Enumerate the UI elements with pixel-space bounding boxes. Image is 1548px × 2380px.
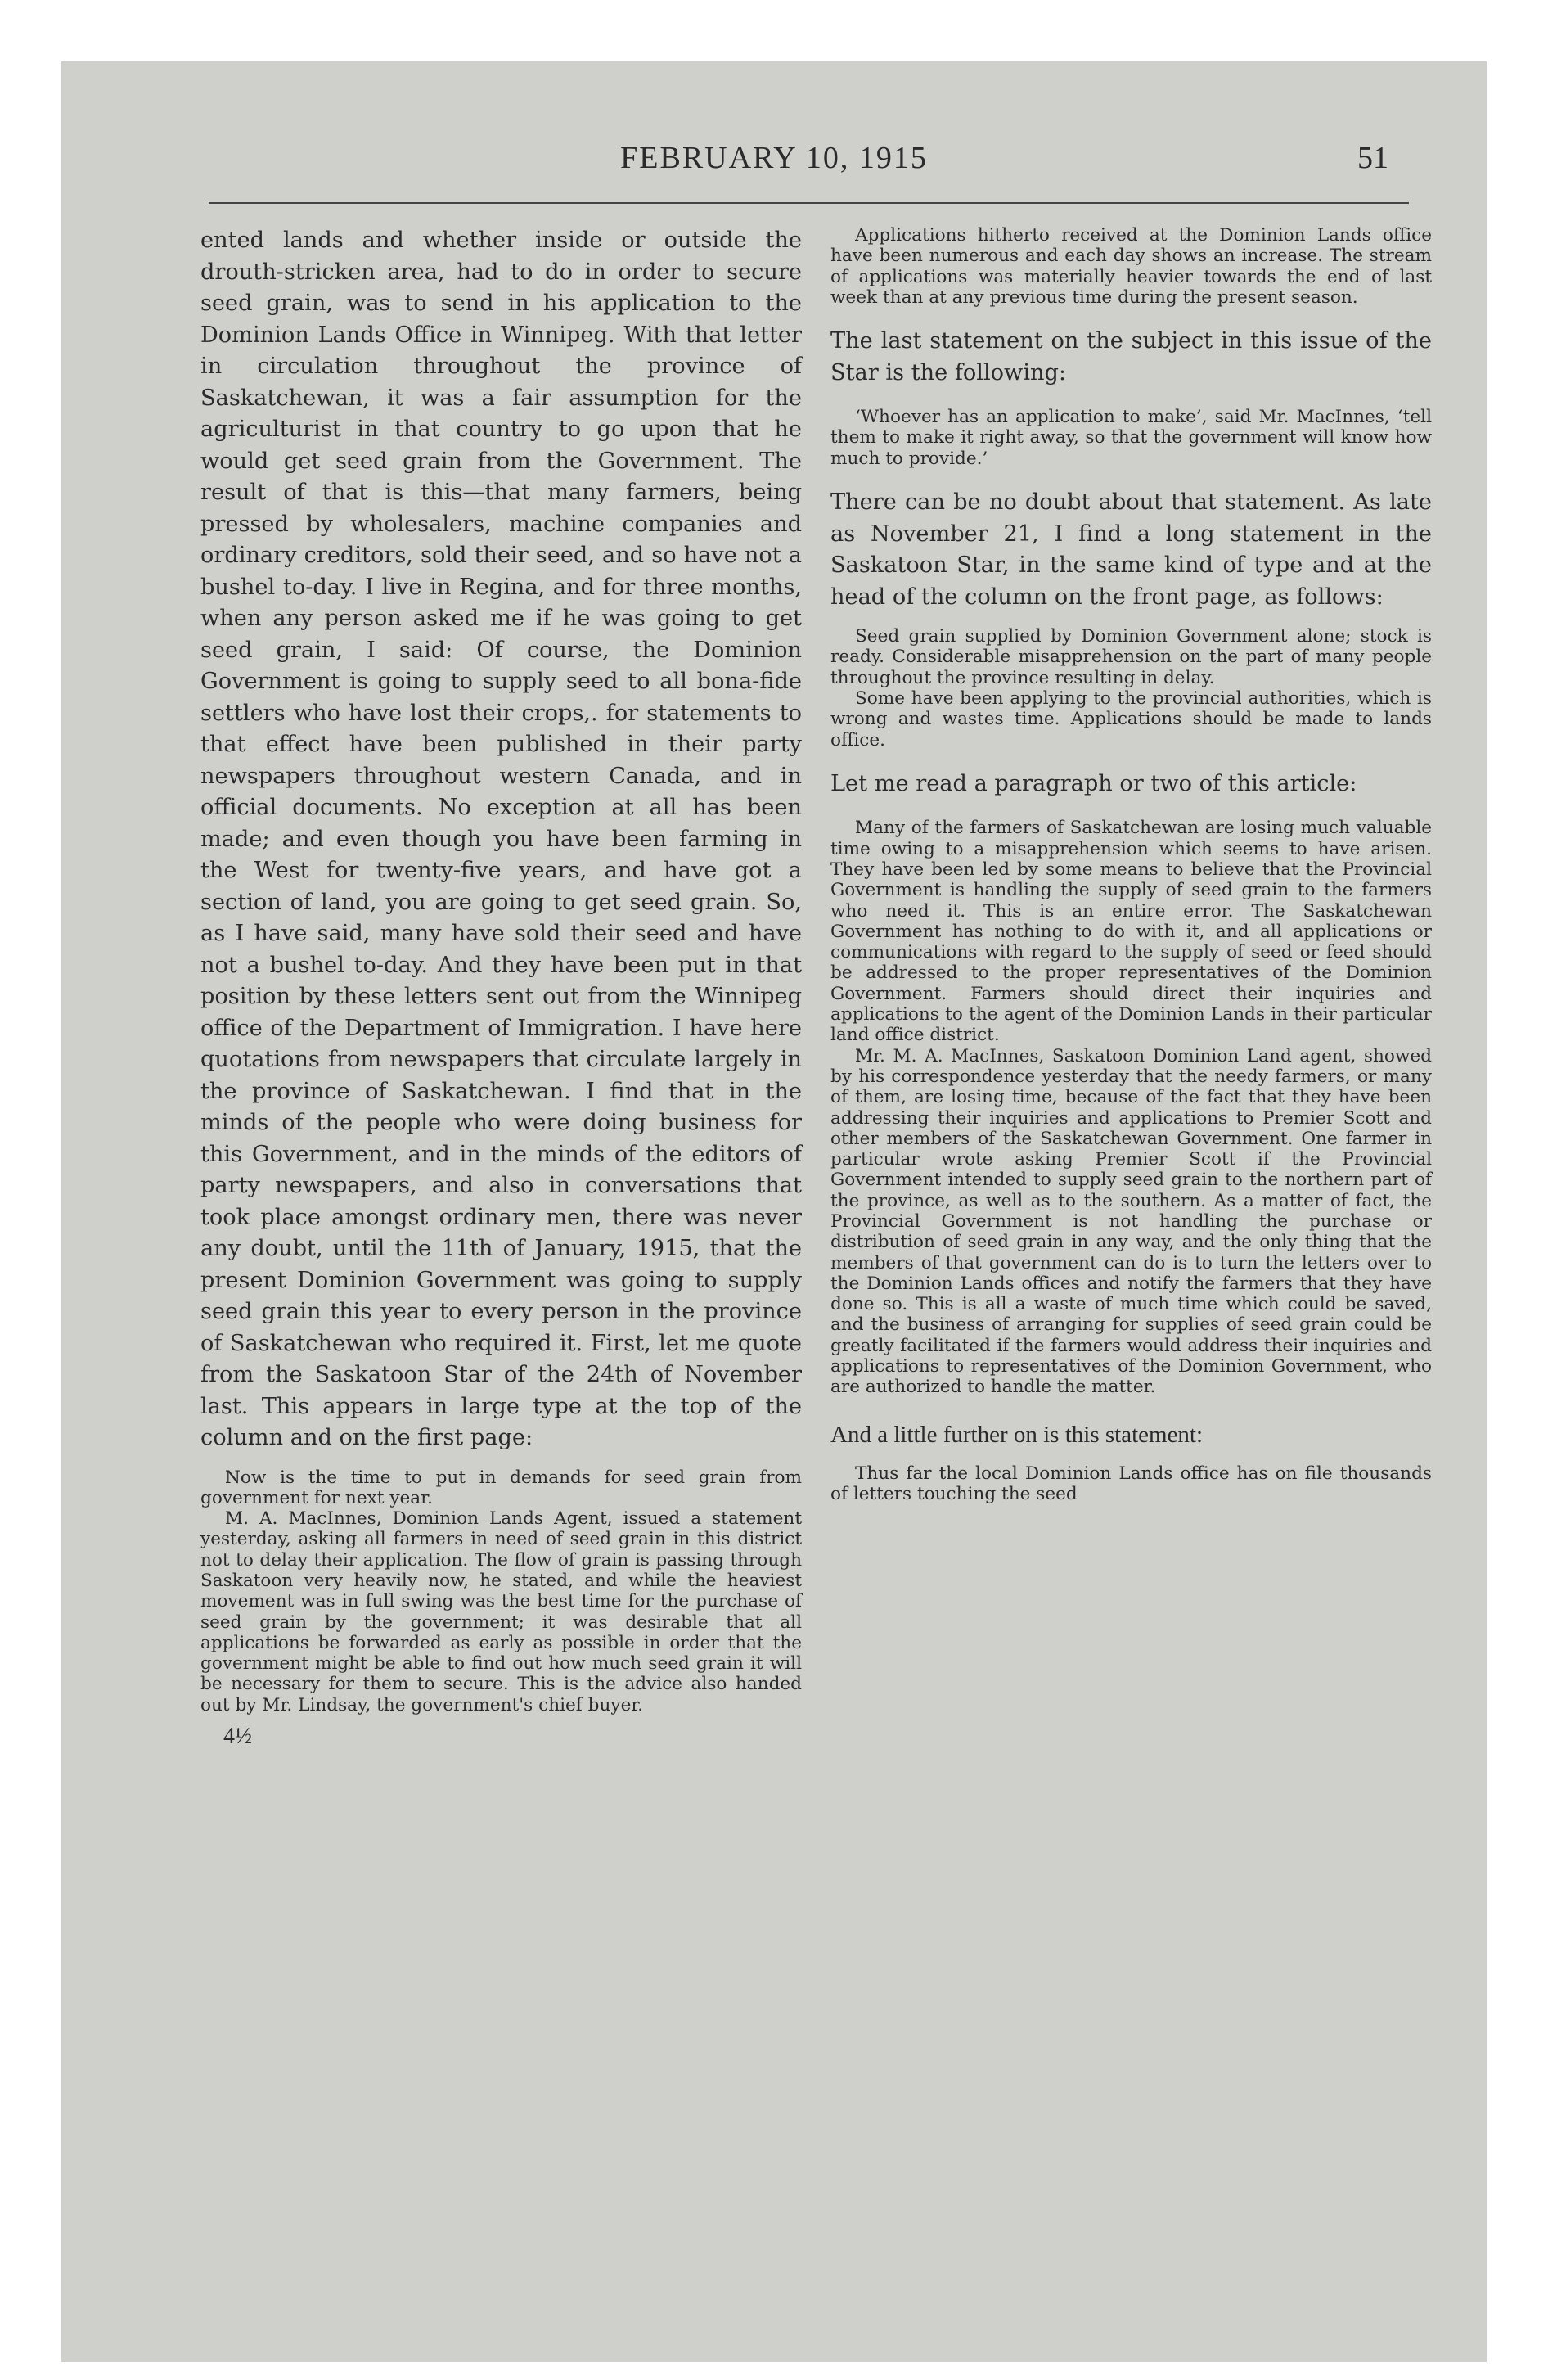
page-number: 51: [1357, 141, 1388, 175]
right-quote-3: Seed grain supplied by Dominion Government alone; stock is ready. Considerable misapprehension on the part of many people throughout the province resulting in delay.: [830, 626, 1432, 688]
right-quote-4: Some have been applying to the provincial authorities, which is wrong and wastes time. Applications should be made to lands office.: [830, 687, 1432, 751]
left-paragraph-1: ented lands and whether inside or outside the drouth-stricken area, had to do in order to secure seed grain, was to send in his application to the Dominion Lands Office in Winnipeg. With that letter in circulation throughout the province of Saskatchewan, it was a fair assumption for the agriculturist in that country to go upon that he would get seed grain from the Government. The result of that is this—that many farmers, being pressed by wholesalers, machine companies and ordinary creditors, sold their seed, and so have not a bushel to-day. I live in Regina, and for three months, when any person asked me if he was going to get seed grain, I said: Of course, the Dominion Government is going to supply seed to all bona-fide settlers who have lost their crops,. for statements to that effect have been published in their party newspapers throughout western Canada, and in official documents. No exception at all has been made; and even though you have been farming in the West for twenty-five years, and have got a section of land, you are going to get seed grain. So, as I have said, many have sold their seed and have not a bushel to-day. And they have been put in that position by these letters sent out from the Winnipeg office of the Department of Immigration. I have here quotations from newspapers that circulate largely in the province of Saskatchewan. I find that in the minds of the people who were doing business for this Government, and in the minds of the editors of party newspapers, and also in conversations that took place amongst ordinary men, there was never any doubt, until the 11th of January, 1915, that the present Dominion Government was going to supply seed grain this year to every person in the province of Saskatchewan who required it. First, let me quote from the Saskatoon Star of the 24th of November last. This appears in large type at the top of the column and on the first page:: [200, 228, 802, 1450]
left-quote-1: Now is the time to put in demands for seed grain from government for next year.: [200, 1467, 802, 1508]
running-head: [160, 140, 1388, 189]
right-quote-1: Applications hitherto received at the Dominion Lands office have been numerous and each day shows an increase. The stream of applications was materially heavier towards the end of last week than at any previous time during the present season.: [830, 225, 1432, 308]
page: [61, 61, 1487, 2362]
right-column: [830, 225, 1432, 1504]
right-paragraph-1: The last statement on the subject in this issue of the Star is the following:: [830, 328, 1432, 385]
scanned-page: [61, 61, 1487, 2362]
right-quote-5: Many of the farmers of Saskatchewan are losing much valuable time owing to a misapprehension which seems to have arisen. They have been led by some means to believe that the Provincial Government is handling the supply of seed grain to the farmers who need it. This is an entire error. The Saskatchewan Government has nothing to do with it, and all applications or communications with regard to the supply of seed or feed should be addressed to the proper representatives of the Dominion Government. Farmers should direct their inquiries and applications to the agent of the Dominion Lands in their particular land office district.: [830, 818, 1432, 1046]
right-quote-6: Mr. M. A. MacInnes, Saskatoon Dominion Land agent, showed by his correspondence yesterday that the needy farmers, or many of them, are losing time, because of the fact that they have been addressing their inquiries and applications to Premier Scott and other members of the Saskatchewan Government. One farmer in particular wrote asking Premier Scott if the Provincial Government intended to supply seed grain to the northern part of the province, as well as to the southern. As a matter of fact, the Provincial Government is not handling the purchase or distribution of seed grain in any way, and the only thing that the members of that government can do is to turn the letters over to the Dominion Lands offices and notify the farmers that they have done so. This is all a waste of much time which could be saved, and the business of arranging for supplies of seed grain could be greatly facilitated if the farmers would address their inquiries and applications to representatives of the Dominion Government, who are authorized to handle the matter.: [830, 1045, 1432, 1398]
running-title: FEBRUARY 10, 1915: [620, 141, 928, 175]
right-quote-2: ‘Whoever has an application to make’, said Mr. MacInnes, ‘tell them to make it right away, so that the government will know how much to provide.’: [830, 407, 1432, 469]
right-paragraph-4: And a little further on is this statement:: [830, 1421, 1204, 1448]
right-paragraph-3: Let me read a paragraph or two of this article:: [830, 770, 1357, 796]
right-quote-7: Thus far the local Dominion Lands office has on file thousands of letters touching the seed: [830, 1463, 1432, 1504]
header-rule: [209, 202, 1409, 204]
right-paragraph-2: There can be no doubt about that statement. As late as November 21, I find a long statement in the Saskatoon Star, in the same kind of type and at the head of the column on the front page, as follows:: [830, 489, 1432, 610]
signature-mark: 4½: [223, 1724, 252, 1750]
left-column: [200, 225, 802, 1750]
left-quote-2: M. A. MacInnes, Dominion Lands Agent, issued a statement yesterday, asking all farmers in need of seed grain in this district not to delay their application. The flow of grain is passing through Saskatoon very heavily now, he stated, and while the heaviest movement was in full swing was the best time for the purchase of seed grain by the government; it was desirable that all applications be forwarded as early as possible in order that the government might be able to find out how much seed grain it will be necessary for them to secure. This is the advice also handed out by Mr. Lindsay, the government's chief buyer.: [200, 1508, 802, 1715]
